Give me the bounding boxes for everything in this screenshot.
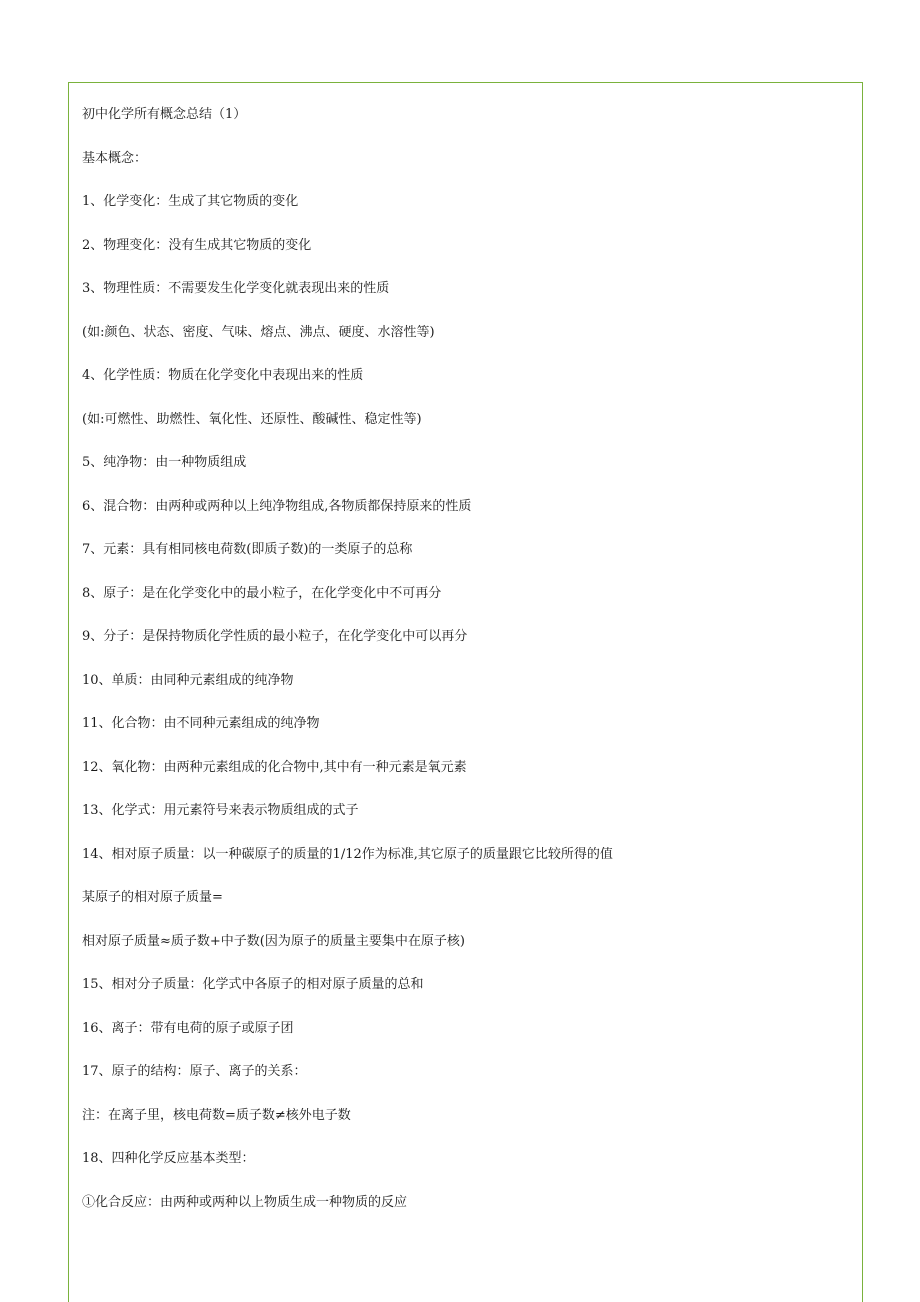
text-line: 8、原子：是在化学变化中的最小粒子，在化学变化中不可再分 [82, 585, 442, 601]
document-title: 初中化学所有概念总结（1） [82, 107, 247, 122]
text-line: 某原子的相对原子质量= [82, 890, 223, 905]
section-heading: 基本概念： [82, 150, 148, 166]
text-line: 相对原子质量≈质子数+中子数(因为原子的质量主要集中在原子核) [82, 933, 465, 949]
text-line: 9、分子：是保持物质化学性质的最小粒子，在化学变化中可以再分 [82, 629, 468, 644]
text-line: 4、化学性质：物质在化学变化中表现出来的性质 [82, 368, 364, 383]
text-line: 15、相对分子质量：化学式中各原子的相对原子质量的总和 [82, 977, 424, 992]
text-line: 18、四种化学反应基本类型： [82, 1151, 255, 1166]
text-line: 注：在离子里，核电荷数=质子数≠核外电子数 [82, 1107, 351, 1123]
text-line: (如:可燃性、助燃性、氧化性、还原性、酸碱性、稳定性等) [82, 411, 422, 427]
text-line: 5、纯净物：由一种物质组成 [82, 455, 247, 470]
text-line: 1、化学变化：生成了其它物质的变化 [82, 194, 299, 209]
text-line: 3、物理性质：不需要发生化学变化就表现出来的性质 [82, 281, 390, 296]
text-line: 11、化合物：由不同种元素组成的纯净物 [82, 716, 320, 731]
text-line: ①化合反应：由两种或两种以上物质生成一种物质的反应 [82, 1194, 408, 1210]
document-frame [68, 82, 863, 1302]
document-body [82, 105, 613, 1236]
text-line: (如:颜色、状态、密度、气味、熔点、沸点、硬度、水溶性等) [82, 324, 435, 340]
text-line: 16、离子：带有电荷的原子或原子团 [82, 1020, 294, 1036]
text-line: 7、元素：具有相同核电荷数(即质子数)的一类原子的总称 [82, 542, 413, 557]
text-line: 14、相对原子质量：以一种碳原子的质量的1/12作为标准,其它原子的质量跟它比较所得的值 [82, 846, 613, 862]
text-line: 6、混合物：由两种或两种以上纯净物组成,各物质都保持原来的性质 [82, 498, 472, 514]
text-line: 12、氧化物：由两种元素组成的化合物中,其中有一种元素是氧元素 [82, 759, 467, 775]
text-line: 17、原子的结构：原子、离子的关系： [82, 1064, 307, 1079]
text-line: 10、单质：由同种元素组成的纯净物 [82, 672, 294, 688]
text-line: 13、化学式：用元素符号来表示物质组成的式子 [82, 803, 359, 818]
text-line: 2、物理变化：没有生成其它物质的变化 [82, 237, 312, 253]
